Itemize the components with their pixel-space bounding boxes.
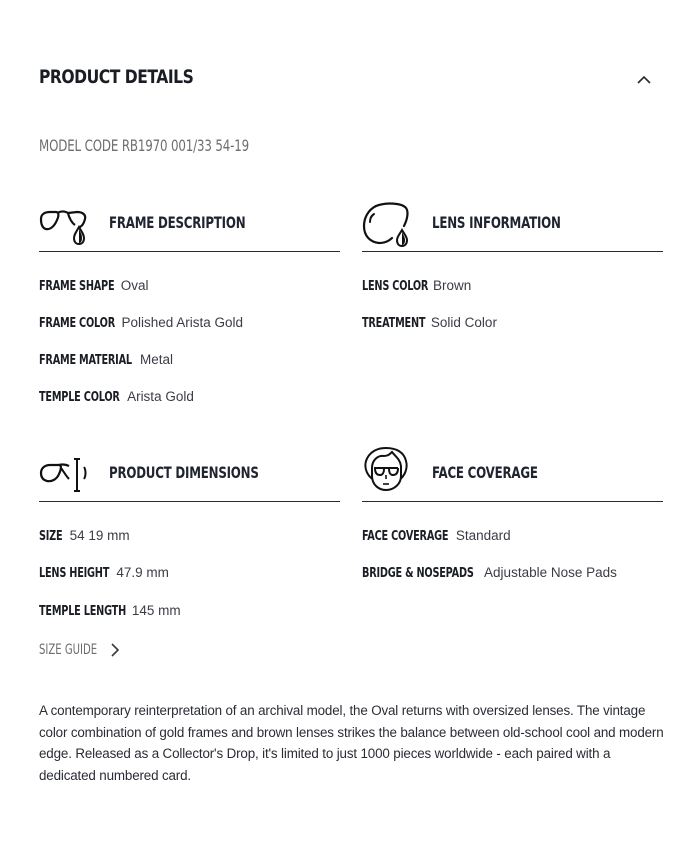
lens-drop-icon [362, 202, 412, 248]
spec-row [362, 528, 663, 565]
model-code: MODEL CODE RB1970 001/33 54-19 [39, 136, 250, 155]
section-header [362, 200, 663, 252]
spec-row [362, 315, 663, 352]
section-face-coverage [362, 450, 663, 603]
spec-value: 47.9 mm [116, 565, 169, 580]
section-header [39, 450, 340, 502]
glasses-measure-icon [39, 452, 89, 498]
spec-label: FACE COVERAGE [362, 528, 449, 544]
accordion-header[interactable] [39, 64, 663, 94]
chevron-right-icon [108, 641, 122, 659]
spec-label: TEMPLE COLOR [39, 389, 120, 405]
section-title: PRODUCT DIMENSIONS [109, 463, 259, 482]
spec-value: Polished Arista Gold [121, 315, 244, 330]
face-with-glasses-icon [362, 443, 412, 495]
spec-label: LENS COLOR [362, 278, 429, 294]
spec-label: TEMPLE LENGTH [39, 603, 127, 619]
spec-row [39, 278, 340, 315]
spec-value: Metal [139, 352, 173, 367]
spec-label: TREATMENT [362, 315, 426, 331]
section-title: FRAME DESCRIPTION [109, 213, 246, 232]
spec-row [39, 528, 340, 565]
spec-row [362, 565, 663, 603]
spec-row [39, 603, 340, 640]
size-guide-link[interactable] [39, 640, 122, 660]
spec-value: Solid Color [430, 315, 497, 330]
spec-row [39, 315, 340, 352]
spec-row [39, 565, 340, 603]
section-lens-information [362, 200, 663, 352]
spec-value: Oval [120, 278, 149, 293]
spec-label: LENS HEIGHT [39, 565, 110, 581]
spec-value: Brown [432, 278, 472, 293]
collapse-button[interactable] [633, 68, 655, 90]
spec-label: FRAME MATERIAL [39, 352, 132, 368]
section-product-dimensions [39, 450, 340, 640]
spec-row [39, 389, 340, 426]
spec-label: FRAME COLOR [39, 315, 115, 331]
section-header [39, 200, 340, 252]
aviator-glasses-drop-icon [39, 202, 89, 248]
spec-label: SIZE [39, 528, 63, 544]
product-description: A contemporary reinterpretation of an archival model, the Oval returns with oversized lenses. The vintage color combination of gold frames and brown lenses strikes the balance between old-school cool and modern edge. Released as a Collector's Drop, it's limited to just 1000 pieces worldwide - each paired with a dedicated numbered card. [39, 703, 664, 783]
spec-value: 145 mm [131, 603, 181, 618]
spec-value: Standard [455, 528, 511, 543]
spec-row [39, 352, 340, 389]
spec-label: BRIDGE & NOSEPADS [362, 565, 474, 581]
spec-value: Arista Gold [127, 389, 194, 404]
spec-row [362, 278, 663, 315]
section-title: FACE COVERAGE [432, 463, 538, 482]
chevron-up-icon [633, 68, 655, 90]
section-frame-description [39, 200, 340, 426]
section-title: LENS INFORMATION [432, 213, 561, 232]
spec-label: FRAME SHAPE [39, 278, 115, 294]
size-guide-label: SIZE GUIDE [39, 642, 98, 658]
page-title: PRODUCT DETAILS [39, 66, 194, 88]
spec-value: Adjustable Nose Pads [484, 565, 617, 580]
spec-value: 54 19 mm [69, 528, 130, 543]
section-header [362, 450, 663, 502]
